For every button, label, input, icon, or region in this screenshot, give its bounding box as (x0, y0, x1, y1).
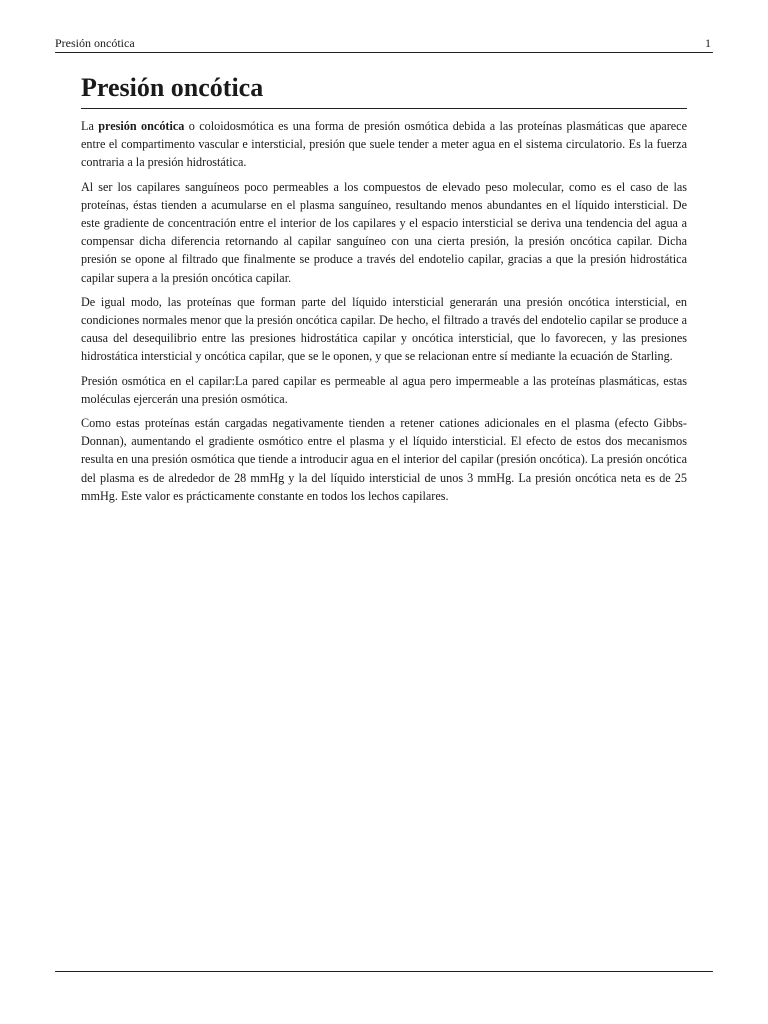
paragraph-1-text: o coloidosmótica es una forma de presión osmótica debida a las proteínas plasmáticas que aparece entre el compartimento vascular e intersticial, presión que suele tender a meter agua en el sistema circulatorio. Es la fuerza contraria a la presión hidrostática. (81, 119, 687, 170)
paragraph-2: Al ser los capilares sanguíneos poco permeables a los compuestos de elevado peso molecular, como es el caso de las proteínas, éstas tienden a acumularse en el plasma sanguíneo, resultando menos abundantes en el líquido intersticial. De este gradiente de concentración entre el interior de los capilares y el espacio intersticial se deriva una tendencia del agua a compensar dicha diferencia retornando al capilar sanguíneo con una cierta presión, la presión oncótica capilar. Dicha presión se opone al filtrado que finalmente se produce a través del endotelio capilar, gracias a que la presión hidrostática capilar supera a la presión oncótica capilar. (81, 179, 687, 285)
article-title: Presión oncótica (81, 72, 687, 109)
term-bold: presión oncótica (98, 119, 185, 133)
paragraph-4: Presión osmótica en el capilar:La pared capilar es permeable al agua pero impermeable a las proteínas plasmáticas, estas moléculas ejercerán una presión osmótica. (81, 373, 687, 406)
running-header (55, 36, 713, 53)
article-body (81, 72, 687, 511)
footer-rule (55, 971, 713, 972)
paragraph-3: De igual modo, las proteínas que forman parte del líquido intersticial generarán una presión oncótica intersticial, en condiciones normales menor que la presión oncótica capilar. De hecho, el filtrado a través del endotelio capilar se produce a causa del desequilibrio entre las presiones hidrostática capilar y oncótica intersticial, que lo favorecen, y las presiones hidrostática intersticial y oncótica capilar, que se le oponen, y que se relacionan entre sí mediante la ecuación de Starling. (81, 294, 687, 364)
paragraph-1 (81, 117, 687, 172)
page-number: 1 (705, 36, 711, 50)
article-text (81, 117, 687, 505)
running-title: Presión oncótica (55, 36, 135, 50)
paragraph-1-lead: La (81, 119, 99, 133)
paragraph-5: Como estas proteínas están cargadas negativamente tienden a retener cationes adicionales en el plasma (efecto Gibbs-Donnan), aumentando el gradiente osmótico entre el plasma y el líquido intersticial. El efecto de estos dos mecanismos resulta en una presión osmótica que tiende a introducir agua en el interior del capilar (presión oncótica). La presión oncótica del plasma es de alrededor de 28 mmHg y la del líquido intersticial de unos 3 mmHg. La presión oncótica neta es de 25 mmHg. Este valor es prácticamente constante en todos los lechos capilares. (81, 416, 687, 503)
